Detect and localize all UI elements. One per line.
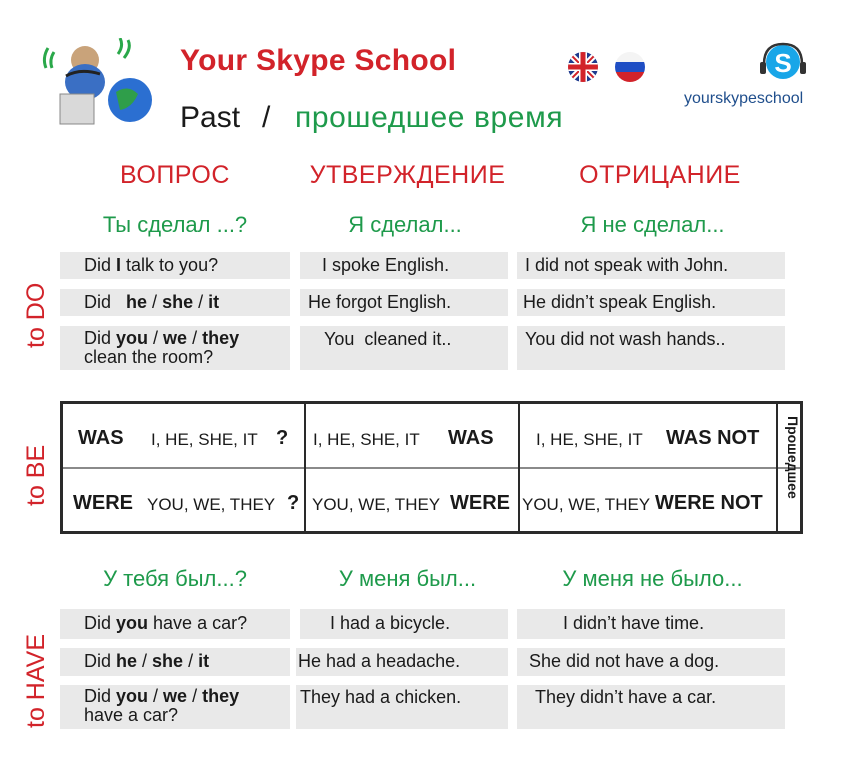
be-was-statement: WAS <box>448 427 494 449</box>
do-ru-negation: Я не сделал... <box>580 212 725 237</box>
column-question: ВОПРОС <box>120 161 230 189</box>
do-ru-statement: Я сделал... <box>348 212 462 237</box>
russia-flag-icon <box>615 52 645 82</box>
past-ru-label: прошедшее время <box>295 101 564 134</box>
be-were-statement: WERE <box>450 492 510 514</box>
be-qmark-1: ? <box>276 427 289 449</box>
skype-logo <box>758 40 808 88</box>
be-pron-plur-s: YOU, WE, THEY <box>312 495 441 514</box>
site-name: yourskypeschool <box>684 90 804 107</box>
svg-text:S: S <box>774 48 792 78</box>
have-statement-3: They had a chicken. <box>296 685 508 729</box>
have-statement-2: He had a headache. <box>296 648 508 676</box>
do-negation-2: He didn’t speak English. <box>517 289 785 316</box>
mascot-logo <box>40 38 155 133</box>
be-was-question: WAS <box>78 427 124 449</box>
be-pron-sing-s: I, HE, SHE, IT <box>313 430 420 449</box>
side-label-do: to DO <box>22 282 50 348</box>
have-negation-1: I didn’t have time. <box>517 609 785 639</box>
do-question-3: Did you / we / they clean the room? <box>60 326 290 370</box>
be-pron-sing-q: I, HE, SHE, IT <box>151 430 258 449</box>
be-qmark-2: ? <box>287 492 300 514</box>
column-negation: ОТРИЦАНИЕ <box>579 161 741 189</box>
side-label-be: to BE <box>22 444 50 506</box>
have-ru-question: У тебя был...? <box>103 566 247 591</box>
be-pron-sing-n: I, HE, SHE, IT <box>536 430 643 449</box>
do-question-1: Did I talk to you? <box>60 252 290 279</box>
be-table <box>60 401 803 534</box>
column-statement: УТВЕРЖДЕНИЕ <box>309 161 506 189</box>
be-was-not: WAS NOT <box>666 427 760 449</box>
brand-title: Your Skype School <box>180 44 457 77</box>
side-label-have: to HAVE <box>22 633 50 728</box>
be-were-question: WERE <box>73 492 133 514</box>
uk-flag-icon <box>568 52 598 82</box>
do-ru-question: Ты сделал ...? <box>102 212 248 237</box>
do-statement-2: He forgot English. <box>300 289 508 316</box>
have-negation-3: They didn’t have a car. <box>517 685 785 729</box>
have-ru-statement: У меня был... <box>338 566 477 591</box>
have-statement-1: I had a bicycle. <box>300 609 508 639</box>
be-were-not: WERE NOT <box>655 492 763 514</box>
be-vertical-label: Прошедшее <box>785 416 801 499</box>
do-negation-1: I did not speak with John. <box>517 252 785 279</box>
have-question-2: Did he / she / it <box>60 648 290 676</box>
do-statement-3: You cleaned it.. <box>300 326 508 370</box>
have-question-3: Did you / we / they have a car? <box>60 685 290 729</box>
have-negation-2: She did not have a dog. <box>517 648 785 676</box>
slash-divider: / <box>262 101 271 134</box>
do-statement-1: I spoke English. <box>300 252 508 279</box>
be-pron-plur-n: YOU, WE, THEY <box>522 495 651 514</box>
have-question-1: Did you have a car? <box>60 609 290 639</box>
do-negation-3: You did not wash hands.. <box>517 326 785 370</box>
be-pron-plur-q: YOU, WE, THEY <box>147 495 276 514</box>
do-question-2: Did he / she / it <box>60 289 290 316</box>
have-ru-negation: У меня не было... <box>562 566 743 591</box>
past-label: Past <box>180 101 241 134</box>
